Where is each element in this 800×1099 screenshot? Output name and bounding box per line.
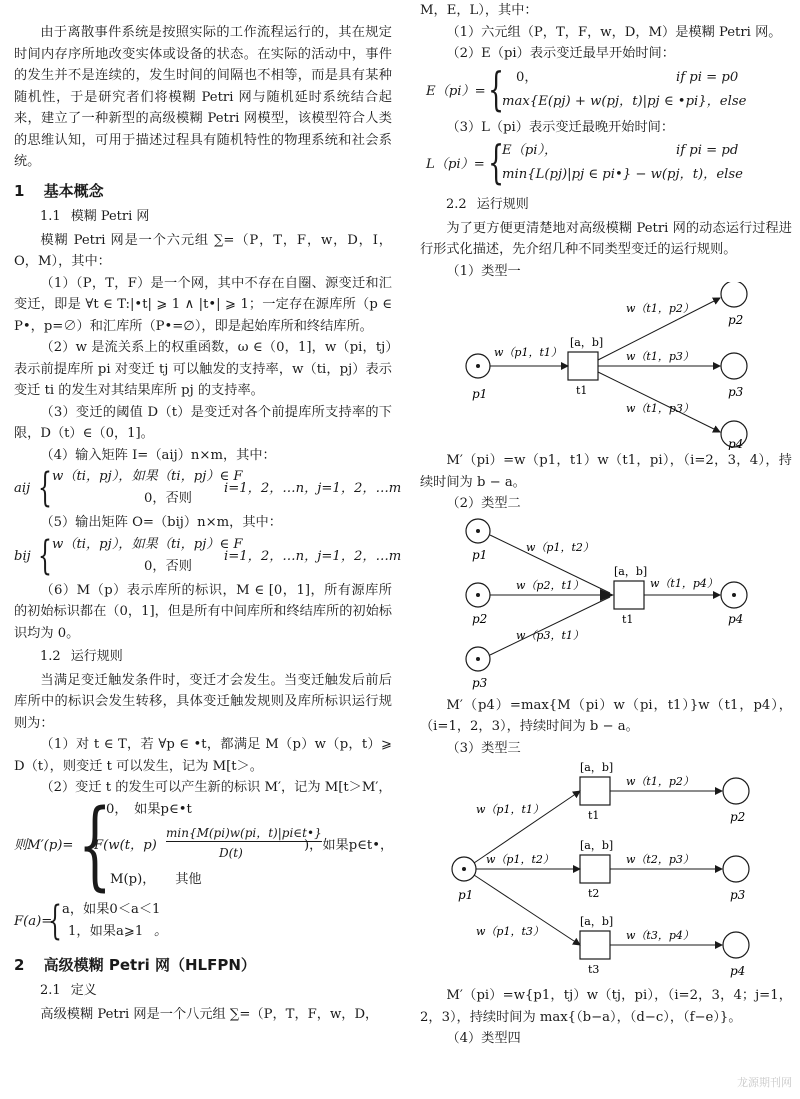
- right-column: [420, 0, 792, 1050]
- svg-text:[a，b]: [a，b]: [580, 915, 614, 928]
- svg-text:w（t1，p3）: w（t1，p3）: [626, 402, 694, 415]
- type-4-label: （4）类型四: [446, 1031, 521, 1046]
- svg-text:p3: p3: [472, 675, 488, 690]
- place-p4: [723, 932, 749, 958]
- transition-t2: [580, 855, 610, 883]
- type-1-formula: M′（pi）=w（p1，t1）w（t1，pi），（i=2，3，4），持续时间为 b − a。: [420, 453, 792, 490]
- def-item-4: （4）输入矩阵 I=（aij）n×m，其中：: [40, 447, 276, 463]
- def-item-3: （3）变迁的阈值 D（t）是变迁对各个前提库所支持率的下限，D（t）∈（0，1]。: [14, 404, 392, 441]
- svg-text:[a，b]: [a，b]: [580, 839, 614, 852]
- left-column: [14, 0, 402, 1025]
- svg-text:t2: t2: [588, 887, 600, 900]
- svg-text:w（t3，p4）: w（t3，p4）: [626, 929, 694, 942]
- def-item-1: （1）（P，T，F）是一个网，其中不存在自圈、源变迁和汇变迁，即是 ∀t ∈ T:|•t| ⩾ 1 ∧ |t•| ⩾ 1；一定存在源库所（p ∈ P•，p=∅）和汇库所（P•=∅），即是起始库所和终结库所。: [14, 275, 392, 334]
- svg-text:[a，b]: [a，b]: [580, 761, 614, 774]
- rule-2: （2）变迁 t 的发生可以产生新的标识 M′，记为 M[t＞M′，: [40, 780, 392, 795]
- svg-text:w（p1，t2）: w（p1，t2）: [486, 853, 554, 866]
- formula-e: E（pi）= { 0， if pi = p0 max{E(pj) + w(pj，t)|pj ∈ •pi}，else: [426, 61, 747, 116]
- def-b-2: （2）E（pi）表示变迁最早开始时间：: [446, 46, 675, 61]
- svg-text:t1: t1: [576, 384, 588, 397]
- svg-text:w（p2，t1）: w（p2，t1）: [516, 578, 584, 592]
- place-p3: [721, 353, 747, 379]
- type-2-formula: M′（p4）=max{M（pi）w（pi，t1）}w（t1，p4），（i=1，2，3），持续时间为 b − a。: [420, 697, 792, 734]
- subsection-2-2-heading: 2.2 运行规则: [446, 197, 529, 212]
- formula-b-ij: bij { w（ti，pj），如果（ti，pj）∈ F 0，否则 i=1，2，…n，j=1，2，…m: [14, 532, 402, 579]
- transition-t1: [580, 777, 610, 805]
- type-2-label: （2）类型二: [446, 496, 521, 511]
- svg-text:t3: t3: [588, 963, 600, 976]
- type-3-label: （3）类型三: [446, 740, 521, 756]
- svg-text:p1: p1: [472, 547, 488, 562]
- subsection-2-1-heading: 2.1 定义: [40, 983, 97, 998]
- svg-text:p2: p2: [730, 810, 746, 824]
- svg-text:w（t2，p3）: w（t2，p3）: [626, 853, 694, 866]
- svg-text:t1: t1: [588, 809, 600, 822]
- formula-f-a: F(a)= { a，如果0＜a＜1 1，如果a⩾1 。: [14, 897, 168, 944]
- def-item-2: （2）w 是流关系上的权重函数，ω ∈（0，1]，w（pi，tj）表示前提库所 pi 对变迁 tj 可以触发的支持率，w（ti，pj）表示变迁 ti 的发生对其结果库所 pj 的支持率。: [14, 340, 392, 398]
- svg-text:w（p1，t3）: w（p1，t3）: [476, 925, 544, 938]
- def-item-6: （6）M（p）表示库所的标识，M ∈ [0，1]，所有源库所的初始标识都在（0，1]，但是所有中间库所和终结库所的初始标识均为 0。: [14, 582, 392, 641]
- definition-continuation: M，E，L），其中：: [420, 3, 538, 18]
- petri-diagram-type-3: [420, 759, 792, 985]
- section-2-heading: 2 高级模糊 Petri 网（HLFPN）: [14, 955, 256, 974]
- svg-text:p4: p4: [728, 611, 744, 626]
- svg-text:w（p3，t1）: w（p3，t1）: [516, 628, 584, 642]
- svg-text:w（p1，t2）: w（p1，t2）: [526, 540, 594, 554]
- formula-a-ij: aij { w（ti，pj），如果（ti，pj）∈ F 0，否则 i=1，2，…n，j=1，2，…m: [14, 465, 402, 511]
- watermark: 龙源期刊网: [737, 1075, 792, 1089]
- type-3-formula: M′（pi）=w{p1，tj）w（tj，pi），（i=2，3，4；j=1，2，3），持续时间为 max{（b−a），（d−c），（f−e）}。: [420, 988, 792, 1025]
- svg-text:w（p1，t1）: w（p1，t1）: [494, 346, 562, 359]
- svg-text:p2: p2: [728, 313, 744, 327]
- svg-text:[a，b]: [a，b]: [570, 336, 604, 349]
- svg-text:p4: p4: [728, 437, 744, 450]
- formula-l: L（pi）= { E（pi）， if pi = pd min{L(pj)|pj ∈ pi•} − w(pj，t)，else: [426, 135, 743, 189]
- place-p2: [723, 778, 749, 804]
- section-title: 基本概念: [43, 181, 104, 200]
- svg-text:p3: p3: [728, 385, 744, 399]
- transition-t1: [568, 352, 598, 380]
- formula-m-prime: 则M′(p)= { 0， 如果p∈•t F(w(t，p) min{M(pi)w(pi，t)|pi∈t•} D(t) )，如果p∈t•， M(p)， 其他: [14, 788, 394, 901]
- rule-1: （1）对 t ∈ T，若 ∀p ∈ •t，都满足 M（p）w（p，t）⩾ D（t），则变迁 t 可以发生，记为 M[t＞。: [14, 737, 392, 774]
- svg-text:p3: p3: [730, 888, 746, 902]
- svg-text:t1: t1: [622, 612, 634, 626]
- def-b-3: （3）L（pi）表示变迁最晚开始时间：: [446, 119, 675, 135]
- def-item-5: （5）输出矩阵 O=（bij）n×m，其中：: [40, 515, 282, 530]
- run-rules-intro: 为了更方便更清楚地对高级模糊 Petri 网的动态运行过程进行形式化描述，先介绍几种不同类型变迁的运行规则。: [420, 220, 792, 257]
- svg-text:w（t1，p4）: w（t1，p4）: [650, 576, 718, 590]
- svg-text:[a，b]: [a，b]: [614, 564, 648, 578]
- place-p3: [723, 856, 749, 882]
- type-1-label: （1）类型一: [446, 263, 521, 279]
- petri-diagram-type-2: [420, 515, 792, 695]
- svg-text:p4: p4: [730, 964, 746, 978]
- svg-text:w（t1，p2）: w（t1，p2）: [626, 302, 694, 315]
- subsection-1-2-heading: 1.2 运行规则: [40, 649, 123, 664]
- subsection-1-1-heading: 1.1 模糊 Petri 网: [40, 209, 150, 224]
- petri-diagram-type-1: [420, 282, 792, 450]
- def-b-1: （1）六元组（P，T，F，w，D，M）是模糊 Petri 网。: [446, 24, 782, 40]
- section-number: 1: [14, 181, 25, 200]
- svg-text:w（t1，p2）: w（t1，p2）: [626, 775, 694, 788]
- intro-paragraph: 由于离散事件系统是按照实际的工作流程运行的，其在规定时间内存序所地改变实体或设备的状态。在实际的活动中，事件的发生并不是连续的，发生时间的间隔也不相等，而是具有某种随机性，于是研究者们将模糊 Petri 网与随机延时系统结合起来，建立了一种新型的高级模糊 Petri 网模型，该模型符合人类的思维认知，可用于描述过程具有随机特性的物理系统和社会系统。: [14, 25, 392, 169]
- rule-intro: 当满足变迁触发条件时，变迁才会发生。当变迁触发后前后库所中的标识会发生转移，具体变迁触发规则及库所标识运行规则为：: [14, 672, 392, 731]
- svg-text:w（t1，p3）: w（t1，p3）: [626, 350, 694, 363]
- place-p2: [721, 282, 747, 307]
- svg-text:p2: p2: [472, 611, 488, 626]
- transition-t3: [580, 931, 610, 959]
- svg-text:p1: p1: [458, 888, 474, 902]
- section-1-heading: [14, 181, 392, 203]
- place-label: p1: [472, 387, 488, 401]
- transition-t1: [614, 581, 644, 609]
- svg-text:w（p1，t1）: w（p1，t1）: [476, 803, 544, 816]
- hlfpn-definition: 高级模糊 Petri 网是一个八元组 ∑=（P，T，F，w，D，: [40, 1006, 379, 1022]
- fpn-definition: 模糊 Petri 网是一个六元组 ∑=（P，T，F，w，D，I，O，M），其中：: [14, 232, 392, 269]
